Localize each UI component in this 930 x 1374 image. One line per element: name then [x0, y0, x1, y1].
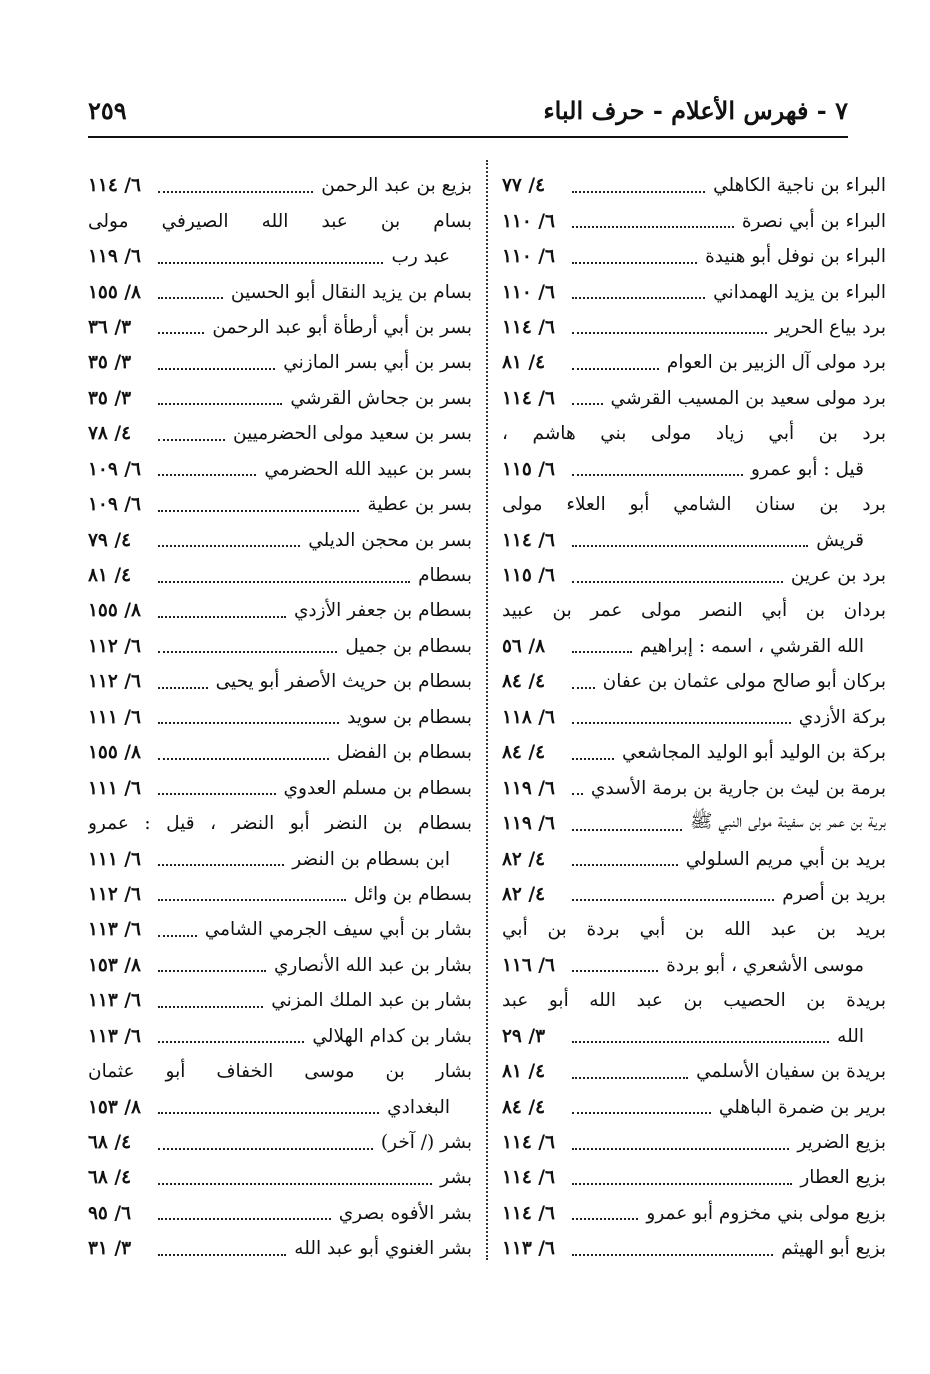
entry-name: بزيع أبو الهيثم [781, 1238, 886, 1260]
entry-reference: ٦/ ١١٤ [502, 529, 555, 551]
index-column-right [502, 168, 886, 1267]
dot-leader [572, 1218, 638, 1220]
dot-leader [158, 191, 313, 193]
entry-reference: ٨/ ١٥٥ [88, 281, 141, 303]
entry-reference: ٣/ ٣٦ [88, 316, 132, 338]
entry-name: بزيع مولى بني مخزوم أبو عمرو [646, 1202, 886, 1224]
entry-name: الله [837, 1025, 864, 1047]
dot-leader [572, 226, 734, 228]
entry-reference: ٦/ ١١٢ [88, 883, 141, 905]
entry-reference: ٦/ ١١٣ [88, 1025, 141, 1047]
entry-reference: ٣/ ٣٥ [88, 352, 132, 374]
index-entry [502, 912, 886, 947]
entry-reference: ٤/ ٨٢ [502, 848, 546, 870]
dot-leader [158, 1112, 379, 1114]
index-entry [502, 948, 886, 983]
dot-leader [572, 758, 614, 760]
entry-reference: ٤/ ٨١ [502, 1061, 546, 1083]
entry-name: موسى الأشعري ، أبو بردة [666, 954, 864, 976]
index-entry [88, 1231, 472, 1266]
entry-name: بركة الأزدي [798, 706, 886, 728]
entry-reference: ٦/ ١١٠ [502, 281, 555, 303]
entry-name: بشر الغنوي أبو عبد الله [294, 1238, 472, 1260]
entry-reference: ٦/ ١١٩ [502, 813, 555, 835]
page-number: ٢٥٩ [88, 96, 127, 125]
index-entry [502, 310, 886, 345]
index-entry [88, 912, 472, 947]
dot-leader [572, 297, 705, 299]
entry-reference: ٦/ ١١٣ [88, 990, 141, 1012]
entry-name: بشر (/ آخر) [380, 1132, 472, 1154]
dot-leader [158, 793, 276, 795]
entry-name: برد بياع الحرير [774, 316, 886, 338]
index-entry [88, 983, 472, 1018]
index-entry [502, 522, 886, 557]
entry-reference: ٦/ ١١١ [88, 777, 141, 799]
index-entry [502, 983, 886, 1018]
entry-reference: ٦/ ١١٨ [502, 706, 555, 728]
entry-name: بسام بن عبد الله الصيرفي مولى [88, 210, 472, 232]
index-entry [502, 381, 886, 416]
index-entry [88, 593, 472, 628]
index-entry [502, 168, 886, 203]
entry-name: بسطام بن مسلم العدوي [283, 777, 472, 799]
index-entry [88, 806, 472, 841]
entry-reference: ٣/ ٣١ [88, 1238, 132, 1260]
index-entry [502, 1160, 886, 1195]
entry-name: بركة بن الوليد أبو الوليد المجاشعي [622, 742, 886, 764]
entry-reference: ٨/ ٥٦ [502, 635, 546, 657]
index-entry [502, 345, 886, 380]
entry-reference: ٨/ ١٥٣ [88, 1096, 141, 1118]
entry-name: بشار بن عبد الله الأنصاري [273, 954, 472, 976]
entry-reference: ٤/ ٨١ [88, 565, 132, 587]
dot-leader [572, 651, 632, 653]
index-entry [88, 1054, 472, 1089]
entry-name: برد مولى آل الزبير بن العوام [666, 352, 886, 374]
entry-reference: ٦/ ١١٥ [502, 565, 555, 587]
index-entry [88, 452, 472, 487]
index-entry [88, 274, 472, 309]
entry-name: بزيع بن عبد الرحمن [321, 175, 472, 197]
index-entry [502, 274, 886, 309]
entry-name: بريد بن أصرم [782, 883, 886, 905]
dot-leader [572, 793, 583, 795]
entry-reference: ٦/ ١١٤ [502, 1132, 555, 1154]
dot-leader [158, 297, 223, 299]
index-entry [88, 522, 472, 557]
dot-leader [572, 899, 774, 901]
entry-reference: ٨/ ١٥٥ [88, 600, 141, 622]
index-entry [88, 203, 472, 238]
entry-name: بسر بن عطية [367, 494, 472, 516]
index-entry [502, 239, 886, 274]
entry-name: برمة بن ليث بن جارية بن برمة الأسدي [590, 777, 886, 799]
entry-name: عبد رب [391, 246, 450, 268]
index-entry [502, 1089, 886, 1124]
header-rule [88, 136, 848, 138]
entry-name: بريدة بن سفيان الأسلمي [696, 1061, 886, 1083]
index-entry [502, 877, 886, 912]
entry-reference: ٦/ ١١٦ [502, 954, 555, 976]
entry-name: بريد بن أبي مريم السلولي [685, 848, 886, 870]
dot-leader [158, 545, 300, 547]
entry-reference: ٤/ ٧٨ [88, 423, 132, 445]
dot-leader [158, 651, 337, 653]
dot-leader [158, 616, 286, 618]
index-entry [502, 203, 886, 238]
entry-name: برد بن سنان الشامي أبو العلاء مولى [502, 494, 886, 516]
index-entry [502, 593, 886, 628]
dot-leader [572, 474, 743, 476]
entry-reference: ٦/ ١١٠ [502, 210, 555, 232]
entry-name: بسر بن سعيد مولى الحضرميين [233, 423, 472, 445]
entry-reference: ٤/ ٧٩ [88, 529, 132, 551]
index-entry [502, 629, 886, 664]
index-entry [502, 1054, 886, 1089]
entry-name: بسطام بن جميل [345, 635, 472, 657]
index-entry [88, 487, 472, 522]
dot-leader [158, 403, 282, 405]
entry-name: البراء بن نوفل أبو هنيدة [705, 246, 886, 268]
entry-reference: ٤/ ٨١ [502, 352, 546, 374]
entry-reference: ٤/ ٦٨ [88, 1132, 132, 1154]
entry-reference: ٦/ ١١٢ [88, 635, 141, 657]
entry-reference: ٤/ ٨٤ [502, 1096, 546, 1118]
entry-name: برد بن أبي زياد مولى بني هاشم ، [502, 423, 886, 445]
index-entry [88, 700, 472, 735]
entry-reference: ٦/ ١١٩ [88, 246, 141, 268]
dot-leader [572, 864, 678, 866]
entry-name: قيل : أبو عمرو [750, 458, 864, 480]
entry-name: بسطام بن النضر أبو النضر ، قيل : عمرو [88, 813, 472, 835]
entry-name: برير بن ضمرة الباهلي [718, 1096, 886, 1118]
dot-leader [158, 262, 383, 264]
entry-name: بسر بن محجن الديلي [308, 529, 472, 551]
dot-leader [158, 332, 204, 334]
dot-leader [572, 581, 783, 583]
entry-reference: ٤/ ٦٨ [88, 1167, 132, 1189]
entry-name: بشر الأفوه بصري [338, 1202, 472, 1224]
entry-reference: ٦/ ١١٤ [88, 175, 141, 197]
index-entry [502, 487, 886, 522]
index-entry [88, 416, 472, 451]
entry-name: بسر بن أبي بسر المازني [283, 352, 472, 374]
dot-leader [158, 1148, 373, 1150]
entry-reference: ٦/ ١١١ [88, 848, 141, 870]
entry-name: بركان أبو صالح مولى عثمان بن عفان [602, 671, 886, 693]
index-entry [502, 806, 886, 841]
index-entry [88, 1125, 472, 1160]
dot-leader [158, 1254, 286, 1256]
dot-leader [572, 1183, 792, 1185]
index-entry [88, 168, 472, 203]
dot-leader [572, 1254, 773, 1256]
dot-leader [572, 262, 697, 264]
entry-name: بسطام [418, 565, 472, 587]
entry-name: ابن بسطام بن النضر [292, 848, 450, 870]
entry-reference: ٦/ ١١٥ [502, 458, 555, 480]
entry-reference: ٤/ ٨٤ [502, 742, 546, 764]
index-entry [88, 1089, 472, 1124]
dot-leader [158, 1006, 263, 1008]
entry-reference: ٦/ ١٠٩ [88, 494, 141, 516]
entry-name: البراء بن يزيد الهمداني [713, 281, 886, 303]
dot-leader [572, 970, 658, 972]
index-entry [88, 1160, 472, 1195]
dot-leader [572, 687, 595, 689]
entry-name: بشار بن موسى الخفاف أبو عثمان [88, 1061, 472, 1083]
index-entry [88, 345, 472, 380]
index-entry [88, 310, 472, 345]
entry-name: بشار بن عبد الملك المزني [271, 990, 472, 1012]
entry-reference: ٦/ ١١٤ [502, 387, 555, 409]
entry-reference: ٦/ ١١٤ [502, 316, 555, 338]
dot-leader [158, 864, 284, 866]
dot-leader [572, 1077, 688, 1079]
dot-leader [158, 1218, 331, 1220]
running-title: ٧ - فهرس الأعلام - حرف الباء [543, 96, 848, 125]
entry-name: بريدة بن الحصيب بن عبد الله أبو عبد [502, 990, 886, 1012]
entry-reference: ٣/ ٢٩ [502, 1025, 546, 1047]
dot-leader [572, 368, 659, 370]
entry-name: بسطام بن جعفر الأزدي [293, 600, 472, 622]
entry-reference: ٦/ ١١٤ [502, 1167, 555, 1189]
dot-leader [572, 722, 791, 724]
entry-reference: ٦/ ٩٥ [88, 1202, 132, 1224]
index-entry [502, 1196, 886, 1231]
index-column-left [88, 168, 472, 1267]
dot-leader [572, 1041, 829, 1043]
entry-name: بريد بن عبد الله بن أبي بردة بن أبي [502, 919, 886, 941]
index-entry [502, 770, 886, 805]
index-entry [502, 841, 886, 876]
index-entry [88, 1019, 472, 1054]
index-entry [88, 770, 472, 805]
index-entry [88, 239, 472, 274]
dot-leader [572, 332, 767, 334]
dot-leader [158, 687, 208, 689]
index-entry [502, 735, 886, 770]
dot-leader [158, 758, 329, 760]
entry-name: بسام بن يزيد النقال أبو الحسين [230, 281, 472, 303]
entry-name: الله القرشي ، اسمه : إبراهيم [639, 635, 864, 657]
entry-reference: ٤/ ٨٢ [502, 883, 546, 905]
index-entry [88, 664, 472, 699]
index-entry [88, 1196, 472, 1231]
index-entry [502, 664, 886, 699]
entry-reference: ٦/ ١١٠ [502, 246, 555, 268]
entry-reference: ٨/ ١٥٥ [88, 742, 141, 764]
index-entry [502, 1125, 886, 1160]
entry-name: بسر بن عبيد الله الحضرمي [264, 458, 472, 480]
dot-leader [572, 545, 808, 547]
index-entry [502, 1231, 886, 1266]
dot-leader [158, 899, 346, 901]
index-entry [88, 841, 472, 876]
dot-leader [158, 722, 339, 724]
entry-reference: ٦/ ١١١ [88, 706, 141, 728]
entry-reference: ٦/ ١١٣ [88, 919, 141, 941]
dot-leader [572, 191, 705, 193]
entry-name: البراء بن أبي نصرة [741, 210, 886, 232]
index-entry [88, 629, 472, 664]
dot-leader [158, 510, 359, 512]
entry-name: بسطام بن سويد [347, 706, 472, 728]
dot-leader [572, 403, 603, 405]
page-header [88, 96, 848, 130]
index-entry [502, 558, 886, 593]
dot-leader [158, 474, 256, 476]
entry-name: بردان بن أبي النصر مولى عمر بن عبيد [502, 600, 886, 622]
entry-name: بسر بن أبي أرطأة أبو عبد الرحمن [212, 316, 472, 338]
entry-name: بشر [440, 1167, 472, 1189]
dot-leader [158, 581, 410, 583]
index-entry [88, 558, 472, 593]
entry-reference: ٣/ ٣٥ [88, 387, 132, 409]
index-entry [502, 1019, 886, 1054]
dot-leader [572, 1148, 789, 1150]
entry-name: قريش [816, 529, 864, 551]
entry-name: برية بن عمر بن سفينة مولى النبي ﷺ [690, 810, 886, 832]
entry-reference: ٦/ ١١٣ [502, 1238, 555, 1260]
dot-leader [572, 1112, 711, 1114]
index-entry [502, 700, 886, 735]
entry-name: البراء بن ناجية الكاهلي [713, 175, 886, 197]
entry-name: بسطام بن حريث الأصفر أبو يحيى [215, 671, 472, 693]
index-entry [88, 735, 472, 770]
entry-name: بسطام بن وائل [353, 883, 472, 905]
entry-name: بسر بن جحاش القرشي [290, 387, 472, 409]
entry-reference: ٦/ ١١٢ [88, 671, 141, 693]
index-entry [502, 452, 886, 487]
entry-name: برد مولى سعيد بن المسيب القرشي [610, 387, 886, 409]
dot-leader [572, 829, 682, 831]
entry-name: برد بن عرين [790, 565, 886, 587]
entry-reference: ٦/ ١٠٩ [88, 458, 141, 480]
entry-reference: ٤/ ٧٧ [502, 175, 546, 197]
dot-leader [158, 439, 225, 441]
entry-name: بزيع العطار [800, 1167, 886, 1189]
dot-leader [158, 368, 275, 370]
index-entry [502, 416, 886, 451]
dot-leader [158, 1183, 432, 1185]
entry-name: البغدادي [387, 1096, 450, 1118]
dot-leader [158, 1041, 304, 1043]
entry-reference: ٦/ ١١٩ [502, 777, 555, 799]
dot-leader [158, 935, 197, 937]
entry-name: بسطام بن الفضل [336, 742, 472, 764]
dot-leader [158, 970, 266, 972]
index-entry [88, 381, 472, 416]
entry-reference: ٤/ ٨٤ [502, 671, 546, 693]
entry-name: بزيع الضرير [797, 1132, 886, 1154]
column-divider [486, 160, 488, 1260]
entry-name: بشار بن كدام الهلالي [312, 1025, 472, 1047]
entry-name: بشار بن أبي سيف الجرمي الشامي [204, 919, 472, 941]
entry-reference: ٨/ ١٥٣ [88, 954, 141, 976]
index-entry [88, 877, 472, 912]
entry-reference: ٦/ ١١٤ [502, 1202, 555, 1224]
index-entry [88, 948, 472, 983]
